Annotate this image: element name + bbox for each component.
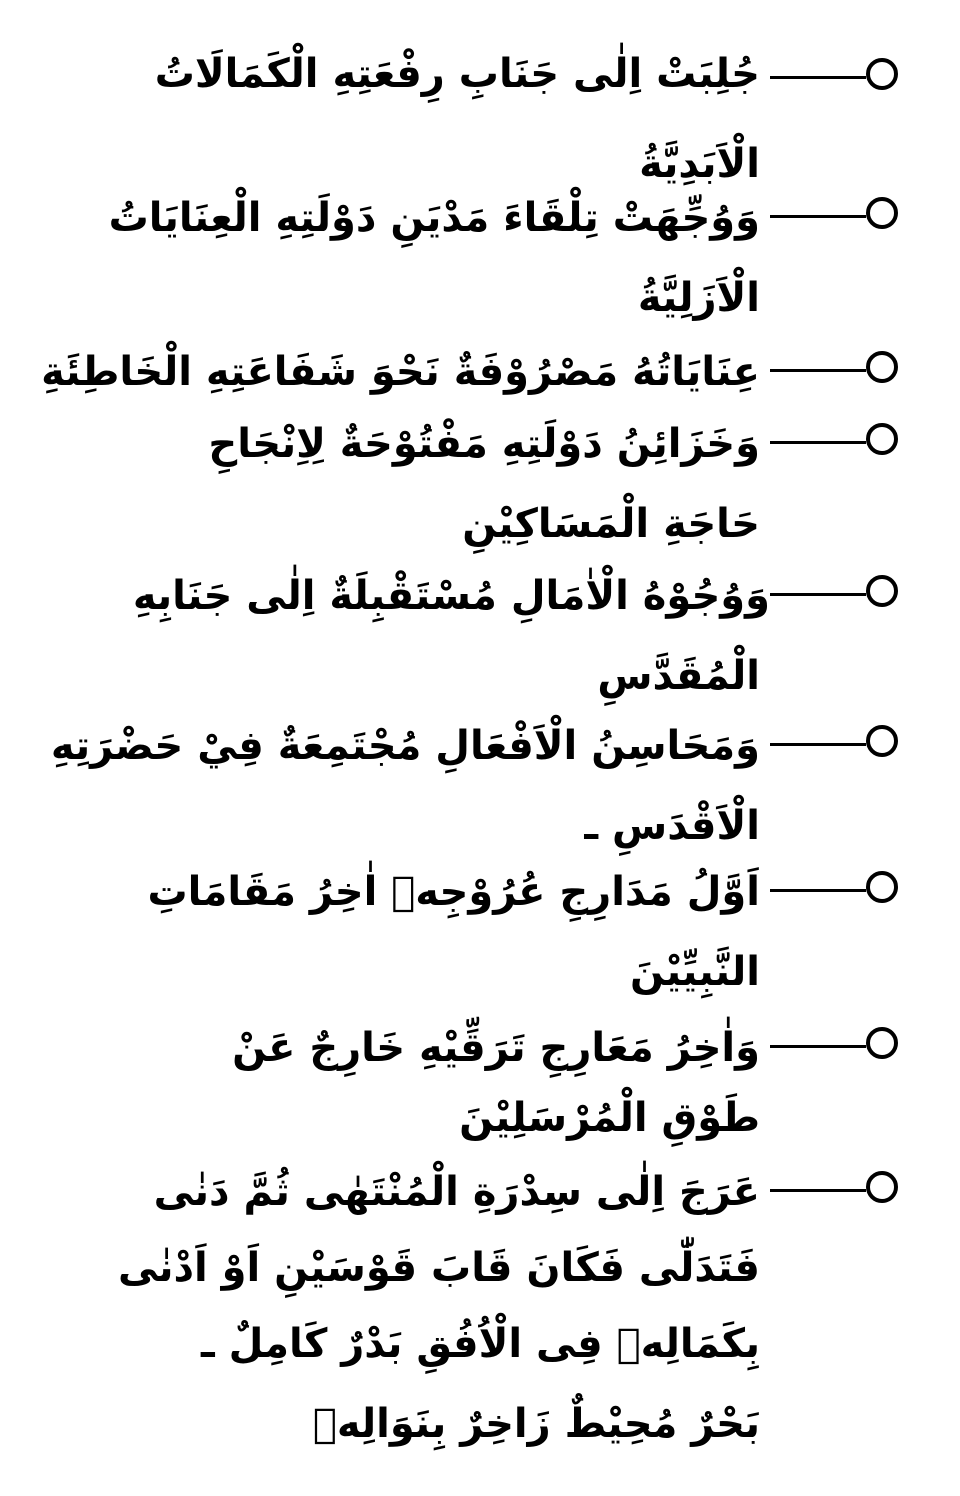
verse-marker bbox=[770, 1026, 920, 1066]
verse-line: الْمُقَدَّسِ bbox=[597, 653, 760, 699]
verse-line: النَّبِيِّيْنَ bbox=[629, 949, 760, 995]
verse-marker bbox=[770, 350, 920, 390]
verse-line: جُلِبَتْ اِلٰى جَنَابِ رِفْعَتِهِ الْكَمَالَاتُ bbox=[154, 51, 760, 97]
circle-bullet-icon bbox=[866, 423, 898, 455]
marker-dash bbox=[770, 215, 866, 218]
marker-dash bbox=[770, 441, 866, 444]
verse-line: الْاَزَلِيَّةُ bbox=[637, 275, 760, 321]
verse-line: الْاَقْدَسِ ـ bbox=[584, 803, 760, 849]
verse-line: بَحْرٌ مُحِيْطٌ زَاخِرٌ بِنَوَالِهٖ bbox=[312, 1401, 760, 1447]
verse-line: حَاجَةِ الْمَسَاكِيْنِ bbox=[462, 501, 760, 547]
verse-line: وَوُجِّهَتْ تِلْقَاءَ مَدْيَنِ دَوْلَتِهِ الْعِنَايَاتُ bbox=[108, 195, 760, 241]
verse-marker bbox=[770, 196, 920, 236]
marker-dash bbox=[770, 593, 866, 596]
circle-bullet-icon bbox=[866, 1171, 898, 1203]
verse-line: وَوُجُوْهُ الْاٰمَالِ مُسْتَقْبِلَةٌ اِلٰى جَنَابِهِ bbox=[132, 573, 770, 619]
verse-marker bbox=[770, 1170, 920, 1210]
verse-line: وَمَحَاسِنُ الْاَفْعَالِ مُجْتَمِعَةٌ فِيْ حَضْرَتِهِ bbox=[50, 723, 760, 769]
verse-line: بِكَمَالِهٖ فِى الْاُفُقِ بَدْرٌ كَامِلٌ ـ bbox=[200, 1321, 760, 1367]
circle-bullet-icon bbox=[866, 197, 898, 229]
verse-marker bbox=[770, 724, 920, 764]
marker-dash bbox=[770, 889, 866, 892]
verse-marker bbox=[770, 870, 920, 910]
verse-marker bbox=[770, 574, 920, 614]
verse-line: الْاَبَدِيَّةُ bbox=[639, 141, 760, 187]
circle-bullet-icon bbox=[866, 351, 898, 383]
verse-line: اَوَّلُ مَدَارِجِ عُرُوْجِهٖ اٰخِرُ مَقَامَاتِ bbox=[147, 869, 760, 915]
verse-line: عِنَايَاتُهُ مَصْرُوْفَةٌ نَحْوَ شَفَاعَتِهِ الْخَاطِئَةِ bbox=[41, 349, 760, 395]
verse-line: طَوْقِ الْمُرْسَلِيْنَ bbox=[459, 1095, 760, 1141]
marker-dash bbox=[770, 369, 866, 372]
circle-bullet-icon bbox=[866, 58, 898, 90]
circle-bullet-icon bbox=[866, 1027, 898, 1059]
verse-line: عَرَجَ اِلٰى سِدْرَةِ الْمُنْتَهٰى ثُمَّ دَنٰى bbox=[153, 1169, 760, 1215]
marker-dash bbox=[770, 743, 866, 746]
verse-marker bbox=[770, 57, 920, 97]
verse-marker bbox=[770, 422, 920, 462]
marker-dash bbox=[770, 1189, 866, 1192]
marker-dash bbox=[770, 1045, 866, 1048]
verse-line: وَاٰخِرُ مَعَارِجِ تَرَقِّيْهِ خَارِجٌ عَنْ bbox=[232, 1025, 760, 1071]
circle-bullet-icon bbox=[866, 871, 898, 903]
marker-dash bbox=[770, 76, 866, 79]
circle-bullet-icon bbox=[866, 575, 898, 607]
circle-bullet-icon bbox=[866, 725, 898, 757]
verse-line: فَتَدَلّٰى فَكَانَ قَابَ قَوْسَيْنِ اَوْ اَدْنٰى bbox=[118, 1245, 760, 1291]
verse-line: وَخَزَائِنُ دَوْلَتِهِ مَفْتُوْحَةٌ لِاِنْجَاحِ bbox=[208, 421, 760, 467]
